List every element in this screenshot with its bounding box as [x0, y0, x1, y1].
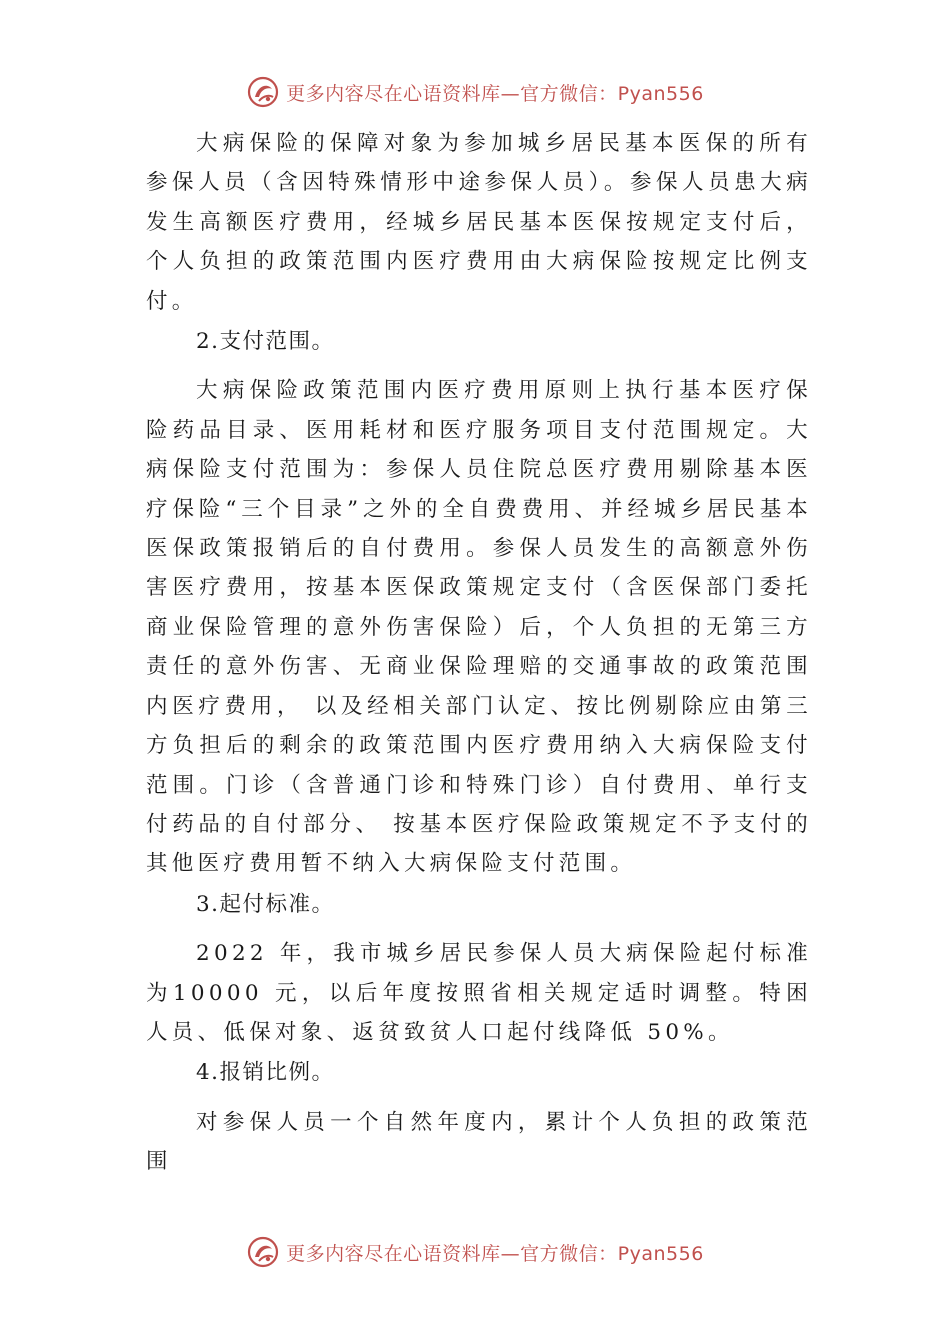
swirl-logo-icon — [246, 1235, 280, 1269]
heading-payment-scope: 2.支付范围。 — [196, 329, 335, 355]
heading-deductible: 3.起付标准。 — [196, 891, 335, 917]
heading-reimbursement-ratio: 4.报销比例。 — [196, 1060, 335, 1086]
paragraph-deductible: 2022 年，我市城乡居民参保人员大病保险起付标准为10000 元，以后年度按照省相关规定适时调整。特困人员、低保对象、返贫致贫人口起付线降低 50%。 — [146, 941, 812, 1045]
bottom-watermark-banner — [0, 1232, 950, 1272]
paragraph-payment-scope: 大病保险政策范围内医疗费用原则上执行基本医疗保险药品目录、医用耗材和医疗服务项目支付范围规定。大病保险支付范围为：参保人员住院总医疗费用剔除基本医疗保险“三个目录”之外的全自费费用、并经城乡居民基本医保政策报销后的自付费用。参保人员发生的高额意外伤害医疗费用，按基本医保政策规定支付（含医保部门委托商业保险管理的意外伤害保险）后，个人负担的无第三方责任的意外伤害、无商业保险理赔的交通事故的政策范围内医疗费用， 以及经相关部门认定、按比例剔除应由第三方负担后的剩余的政策范围内医疗费用纳入大病保险支付范围。门诊（含普通门诊和特殊门诊）自付费用、单行支付药品的自付部分、 按基本医疗保险政策规定不予支付的其他医疗费用暂不纳入大病保险支付范围。 — [146, 378, 812, 877]
paragraph-reimbursement-ratio: 对参保人员一个自然年度内，累计个人负担的政策范围 — [146, 1109, 812, 1175]
top-watermark-banner — [0, 72, 950, 112]
watermark-text: 更多内容尽在心语资料库—官方微信：Pyan556 — [286, 1242, 704, 1265]
watermark-text: 更多内容尽在心语资料库—官方微信：Pyan556 — [286, 82, 704, 105]
paragraph-coverage: 大病保险的保障对象为参加城乡居民基本医保的所有参保人员（含因特殊情形中途参保人员）。参保人员患大病发生高额医疗费用，经城乡居民基本医保按规定支付后，个人负担的政策范围内医疗费用由大病保险按规定比例支付。 — [146, 131, 812, 314]
swirl-logo-icon — [246, 75, 280, 109]
document-body — [146, 124, 812, 1183]
